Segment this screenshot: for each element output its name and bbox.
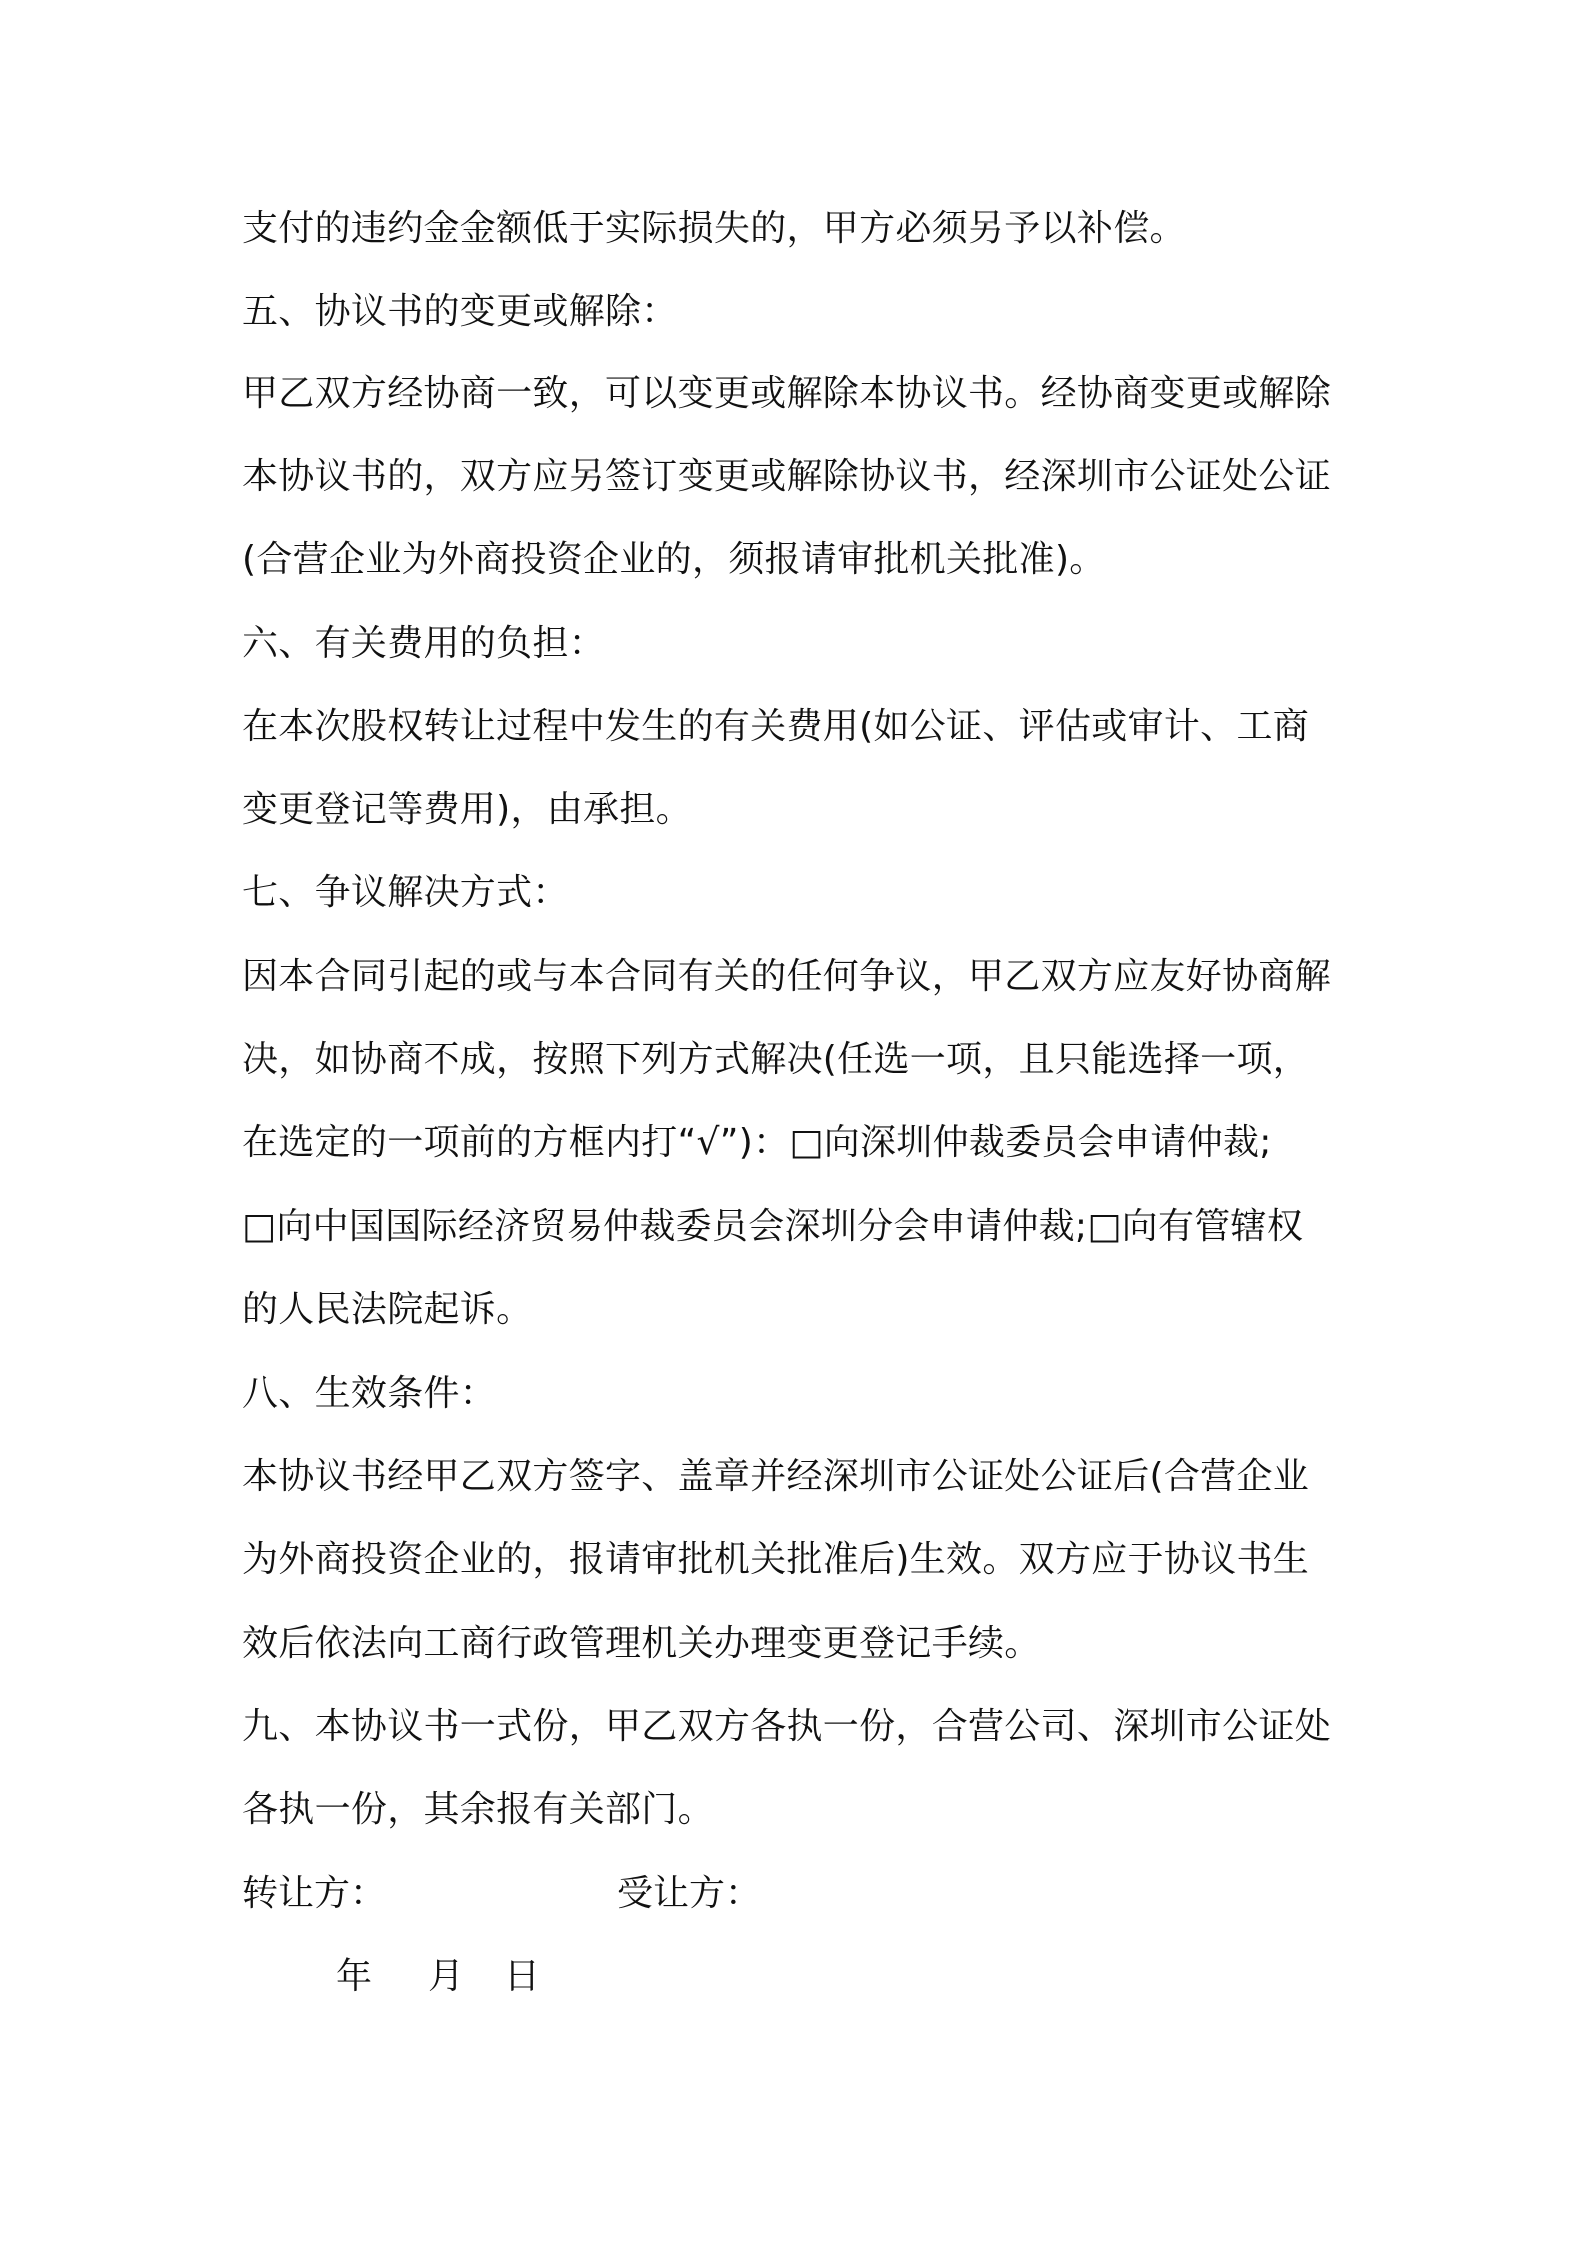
- text-line: 变更登记等费用)，由承担。: [242, 789, 692, 830]
- text-line: □向中国国际经济贸易仲裁委员会深圳分会申请仲裁;□向有管辖权: [242, 1206, 1304, 1247]
- section-heading-6: 六、有关费用的负担：: [242, 623, 606, 664]
- date-month: 月: [428, 1956, 465, 1997]
- text-line: 因本合同引起的或与本合同有关的任何争议，甲乙双方应友好协商解: [242, 956, 1332, 997]
- text-line: 在选定的一项前的方框内打“√”)：□向深圳仲裁委员会申请仲裁;: [242, 1122, 1272, 1163]
- section-heading-8: 八、生效条件：: [242, 1373, 497, 1414]
- text-line: 在本次股权转让过程中发生的有关费用(如公证、评估或审计、工商: [242, 706, 1310, 747]
- text-line: 效后依法向工商行政管理机关办理变更登记手续。: [242, 1623, 1041, 1664]
- date-day: 日: [504, 1956, 541, 1997]
- text-line: 甲乙双方经协商一致，可以变更或解除本协议书。经协商变更或解除: [242, 373, 1332, 414]
- section-heading-7: 七、争议解决方式：: [242, 872, 569, 913]
- text-line: 各执一份，其余报有关部门。: [242, 1789, 714, 1830]
- text-line: (合营企业为外商投资企业的，须报请审批机关批准)。: [242, 539, 1106, 580]
- section-heading-9: 九、本协议书一式份，甲乙双方各执一份，合营公司、深圳市公证处: [242, 1706, 1332, 1747]
- text-line: 决，如协商不成，按照下列方式解决(任选一项，且只能选择一项，: [242, 1039, 1310, 1080]
- section-heading-5: 五、协议书的变更或解除：: [242, 291, 678, 332]
- text-line: 本协议书的，双方应另签订变更或解除协议书，经深圳市公证处公证: [242, 456, 1332, 497]
- transferor-label: 转让方：: [242, 1873, 387, 1914]
- text-line: 为外商投资企业的，报请审批机关批准后)生效。双方应于协议书生: [242, 1539, 1310, 1580]
- date-year: 年: [336, 1956, 373, 1997]
- text-line: 的人民法院起诉。: [242, 1289, 533, 1330]
- text-line: 本协议书经甲乙双方签字、盖章并经深圳市公证处公证后(合营企业: [242, 1456, 1310, 1497]
- transferee-label: 受让方：: [617, 1873, 762, 1914]
- text-line: 支付的违约金金额低于实际损失的，甲方必须另予以补偿。: [242, 208, 1186, 249]
